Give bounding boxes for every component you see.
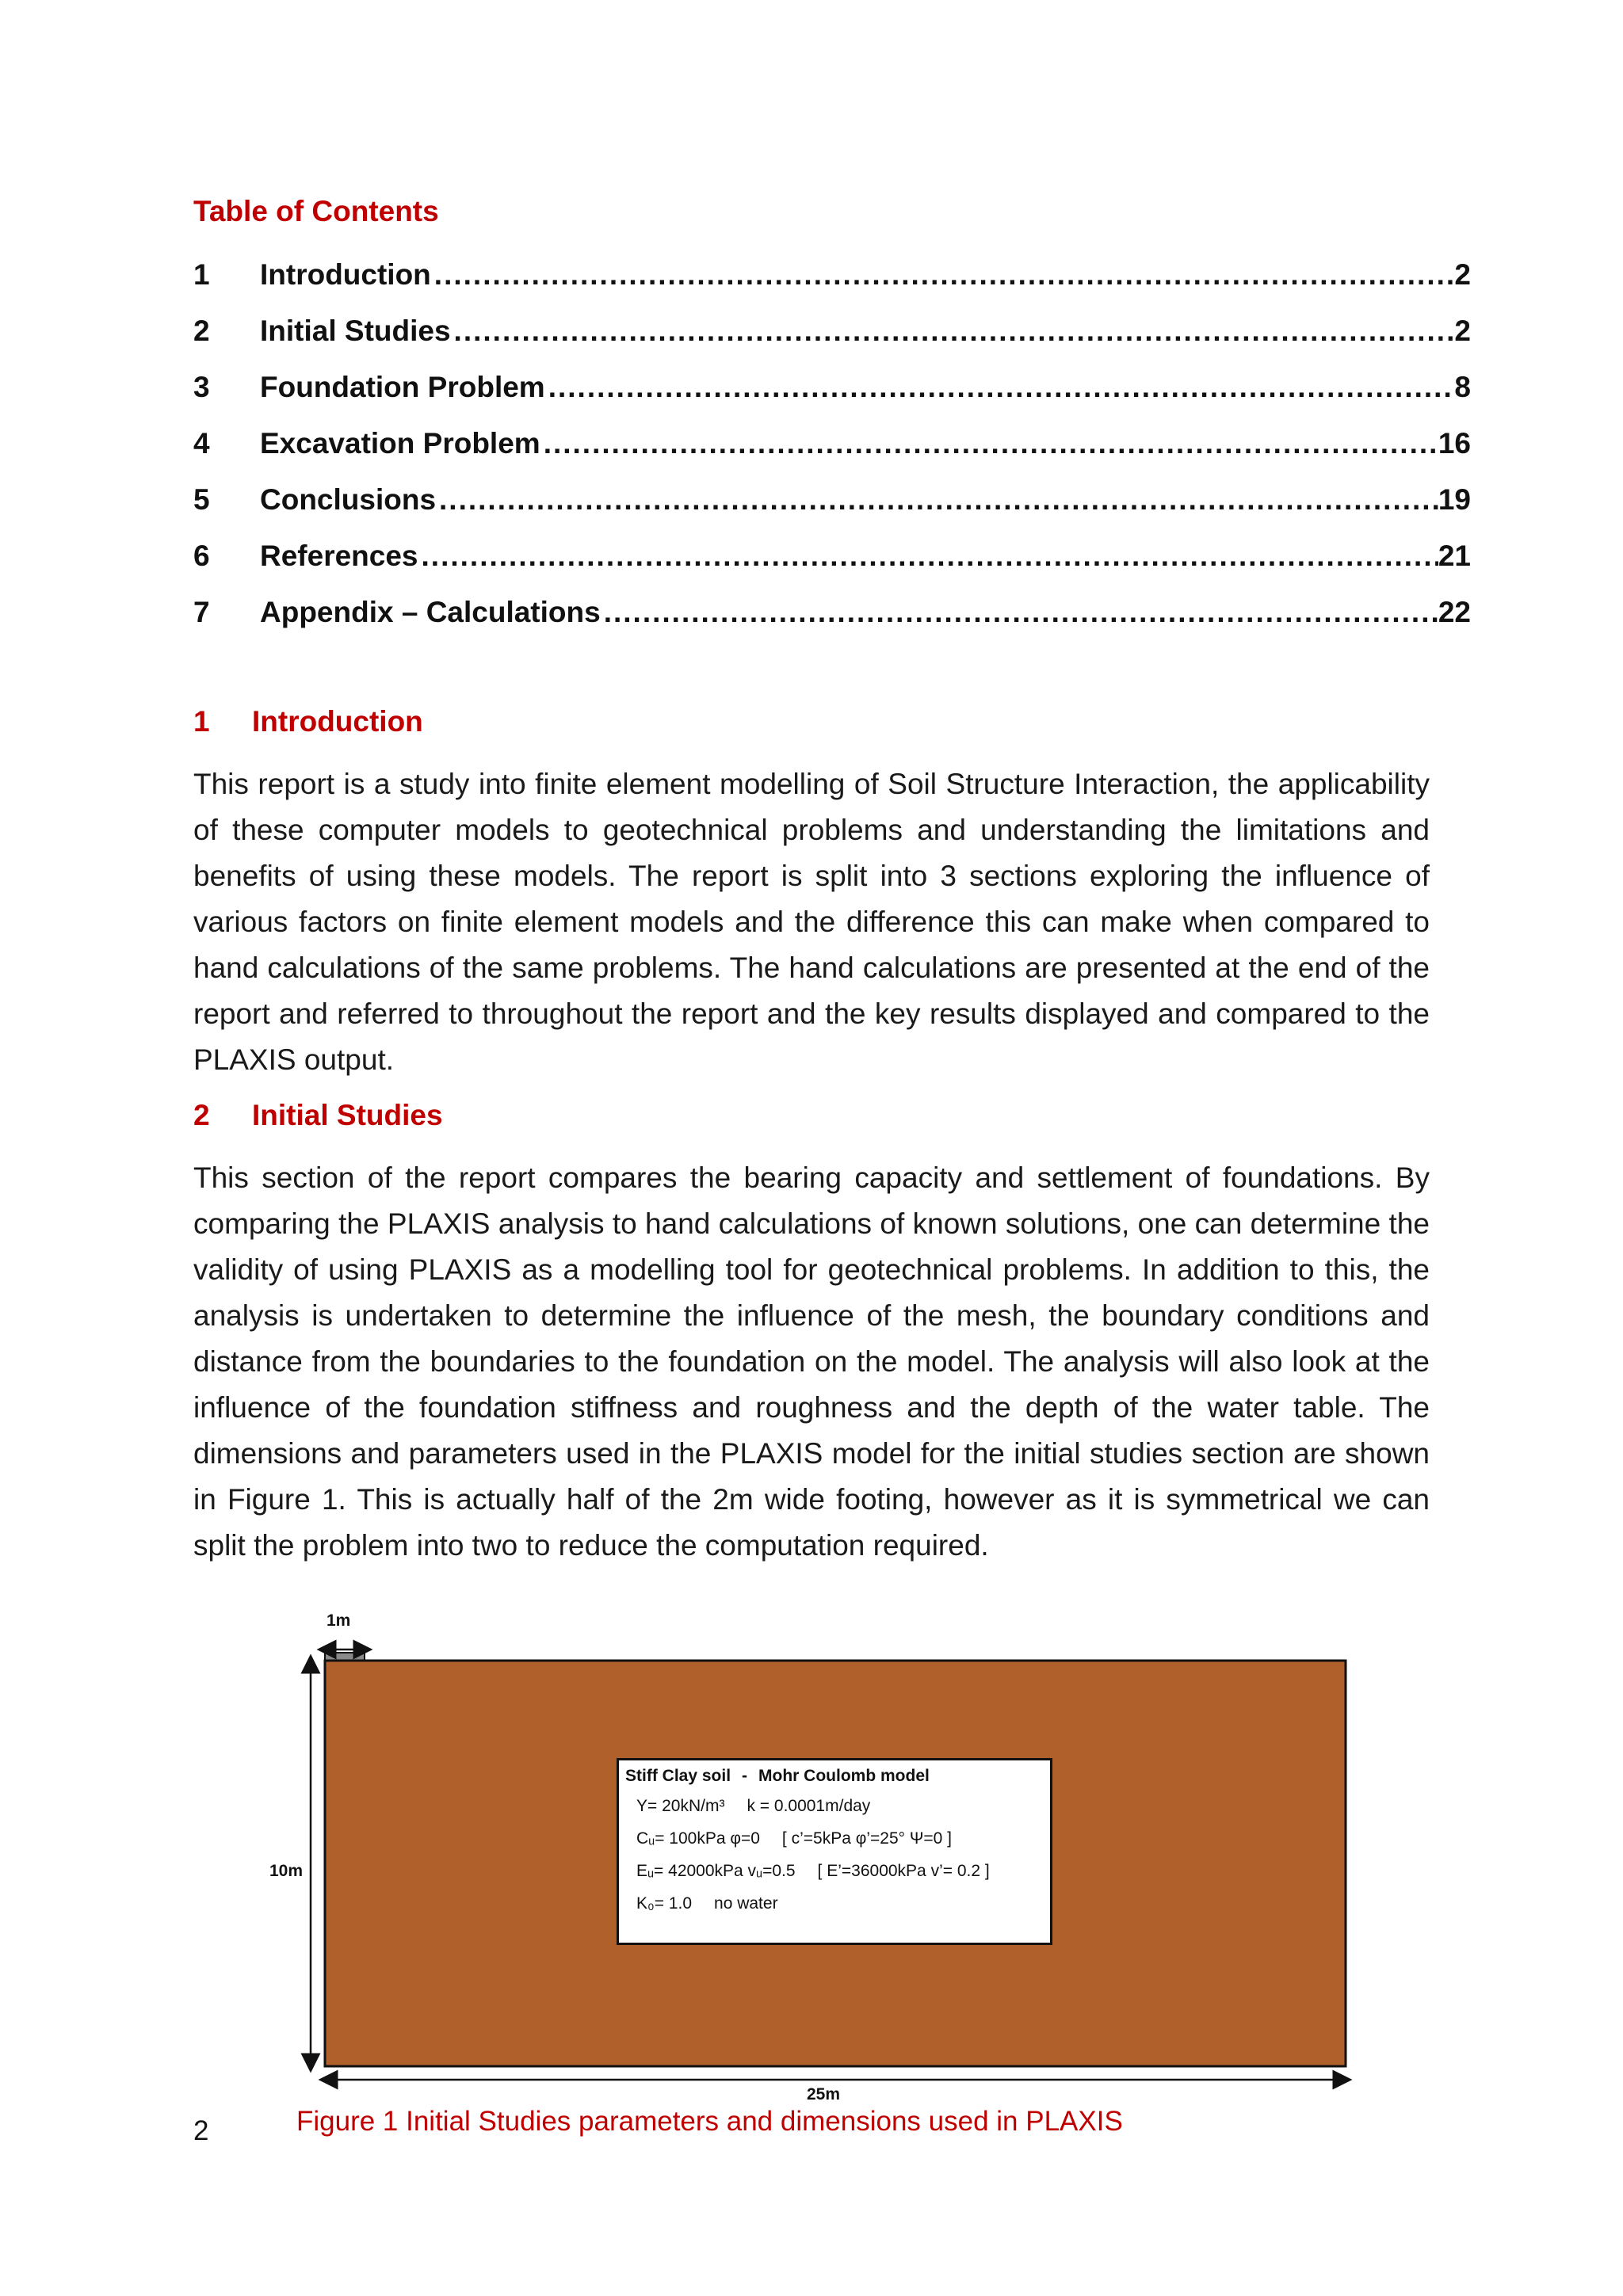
toc-entry-number: 3	[193, 371, 210, 403]
footing-width-label: 1m	[327, 1611, 351, 1630]
parameter-text: K₀= 1.0	[636, 1894, 693, 1913]
toc-entry[interactable]	[193, 483, 1471, 523]
toc-entry-label: Appendix – Calculations	[260, 596, 601, 628]
toc-entry-page: 19	[1438, 483, 1471, 516]
toc-entry-page: 22	[1438, 596, 1471, 628]
toc-entry-label: References	[260, 540, 418, 572]
toc-leader-dots	[431, 258, 1455, 292]
depth-label: 10m	[269, 1862, 304, 1880]
soil-parameters-title	[625, 1767, 1044, 1786]
toc-entry-label: Introduction	[260, 258, 431, 291]
toc-entry-page: 8	[1454, 371, 1471, 403]
toc-leader-dots	[451, 315, 1455, 348]
parameter-text: Eᵤ= 42000kPa vᵤ=0.5	[636, 1862, 796, 1880]
toc-entry[interactable]	[193, 427, 1471, 467]
toc-title: Table of Contents	[193, 195, 439, 227]
toc-entry-label: Conclusions	[260, 483, 437, 516]
toc-entry-page: 2	[1454, 258, 1471, 291]
introduction-paragraph: This report is a study into finite element modelling of Soil Structure Interaction, the applicability of these computer models to geotechnical problems and understanding the limitations and benefits of using these models. The report is split into 3 sections exploring the influence of various factors on finite element models and the difference this can make when compared to hand calculations of the same problems. The hand calculations are presented at the end of the report and referred to throughout the report and the key results displayed and compared to the PLAXIS output.	[193, 768, 1430, 1076]
toc-entry-number: 7	[193, 596, 210, 628]
toc-entry[interactable]	[193, 371, 1471, 410]
toc-entry-label: Initial Studies	[260, 315, 451, 347]
toc-leader-dots	[436, 483, 1438, 517]
soil-parameters-box	[617, 1758, 1052, 1945]
toc-entry-label: Excavation Problem	[260, 427, 540, 460]
soil-model: Mohr Coulomb model	[758, 1767, 930, 1785]
section-title: Introduction	[252, 705, 423, 738]
soil-parameter-line	[636, 1862, 1044, 1881]
toc-entry-number: 1	[193, 258, 210, 291]
section-number: 2	[193, 1099, 210, 1131]
toc-entry-page: 2	[1454, 315, 1471, 347]
toc-entry-page: 16	[1438, 427, 1471, 460]
soil-name: Stiff Clay soil	[625, 1767, 731, 1785]
section-number: 1	[193, 705, 210, 738]
soil-parameter-line	[636, 1829, 1044, 1848]
toc-entry[interactable]	[193, 596, 1471, 635]
parameter-text: Cᵤ= 100kPa φ=0	[636, 1829, 760, 1848]
figure-1	[238, 1608, 1379, 2123]
soil-parameter-line	[636, 1797, 1044, 1816]
toc-entry[interactable]	[193, 315, 1471, 354]
parameter-text: [ E’=36000kPa v’= 0.2 ]	[817, 1862, 990, 1880]
toc-entry-number: 4	[193, 427, 210, 460]
initial-studies-paragraph: This section of the report compares the bearing capacity and settlement of foundations. By comparing the PLAXIS analysis to hand calculations of known solutions, one can determine the validity of using PLAXIS as a modelling tool for geotechnical problems. In addition to this, the analysis is undertaken to determine the influence of the mesh, the boundary conditions and distance from the boundaries to the foundation on the model. The analysis will also look at the influence of the foundation stiffness and roughness and the depth of the water table. The dimensions and parameters used in the PLAXIS model for the initial studies section are shown in Figure 1. This is actually half of the 2m wide footing, however as it is symmetrical we can split the problem into two to reduce the computation required.	[193, 1161, 1430, 1562]
toc-entry[interactable]	[193, 540, 1471, 579]
width-label: 25m	[807, 2085, 841, 2103]
toc-leader-dots	[601, 596, 1438, 629]
parameter-text: [ c’=5kPa φ’=25° Ψ=0 ]	[781, 1829, 953, 1848]
toc-entry-number: 6	[193, 540, 210, 572]
toc-entry[interactable]	[193, 258, 1471, 298]
page-number: 2	[193, 2115, 209, 2146]
toc-leader-dots	[540, 427, 1438, 460]
parameter-text: k = 0.0001m/day	[747, 1797, 871, 1815]
toc-entry-label: Foundation Problem	[260, 371, 545, 403]
section-heading-introduction	[193, 705, 423, 738]
soil-parameter-line	[636, 1894, 1044, 1913]
section-heading-initial-studies	[193, 1099, 443, 1132]
toc-entry-number: 5	[193, 483, 210, 516]
figure-caption: Figure 1 Initial Studies parameters and dimensions used in PLAXIS	[296, 2106, 1123, 2137]
parameter-text: Y= 20kN/m³	[636, 1797, 725, 1815]
section-title: Initial Studies	[252, 1099, 443, 1131]
toc-entry-page: 21	[1438, 540, 1471, 572]
toc-leader-dots	[545, 371, 1455, 404]
soil-separator: -	[742, 1767, 748, 1785]
toc-entry-number: 2	[193, 315, 210, 347]
parameter-text: no water	[714, 1894, 778, 1913]
toc-leader-dots	[418, 540, 1438, 573]
